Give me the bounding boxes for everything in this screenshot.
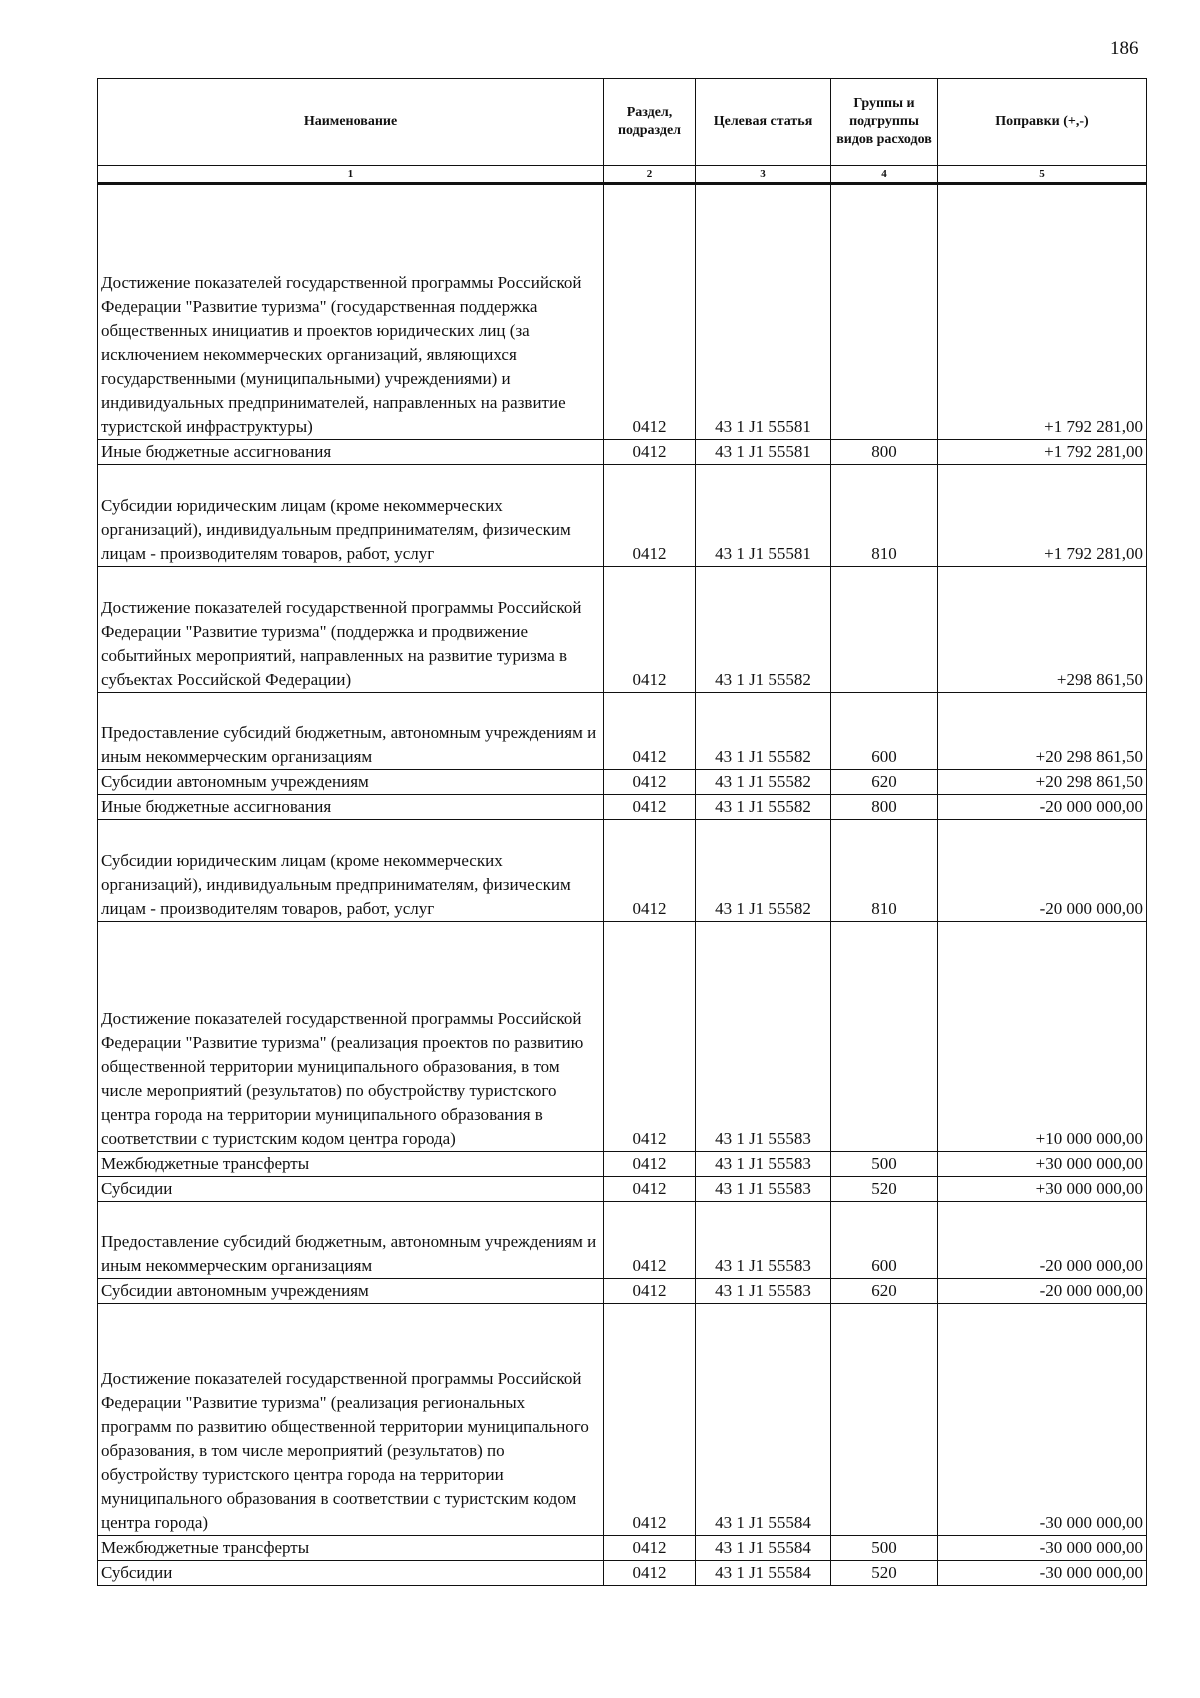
row-name: Достижение показателей государственной программы Российской Федерации "Развитие туризма" (реализация проектов по развитию общественной территории муниципального образования, в том числе мероприятий (результатов) по обустройству туристского центра города на территории муниципального образования в соответствии с туристским кодом центра города) bbox=[98, 922, 604, 1152]
row-name: Субсидии автономным учреждениям bbox=[98, 770, 604, 795]
row-target: 43 1 J1 55583 bbox=[696, 922, 831, 1152]
table-row bbox=[98, 440, 1147, 465]
header-amount: Поправки (+,-) bbox=[938, 79, 1147, 166]
page-number: 186 bbox=[1110, 38, 1139, 59]
table-row bbox=[98, 820, 1147, 922]
row-target: 43 1 J1 55584 bbox=[696, 1304, 831, 1536]
row-group bbox=[831, 567, 938, 693]
row-name: Предоставление субсидий бюджетным, автономным учреждениям и иным некоммерческим организациям bbox=[98, 1202, 604, 1279]
row-name: Иные бюджетные ассигнования bbox=[98, 440, 604, 465]
row-section: 0412 bbox=[604, 567, 696, 693]
row-group: 600 bbox=[831, 1202, 938, 1279]
row-target: 43 1 J1 55581 bbox=[696, 184, 831, 440]
row-section: 0412 bbox=[604, 465, 696, 567]
row-amount: -20 000 000,00 bbox=[938, 1279, 1147, 1304]
row-amount: +30 000 000,00 bbox=[938, 1177, 1147, 1202]
table-row bbox=[98, 1177, 1147, 1202]
table-row bbox=[98, 1152, 1147, 1177]
row-section: 0412 bbox=[604, 1177, 696, 1202]
column-number: 2 bbox=[604, 166, 696, 184]
row-amount: -20 000 000,00 bbox=[938, 820, 1147, 922]
column-number: 4 bbox=[831, 166, 938, 184]
row-name: Достижение показателей государственной программы Российской Федерации "Развитие туризма" (государственная поддержка общественных инициатив и проектов юридических лиц (за исключением некоммерческих организаций, являющихся государственными (муниципальными) учреждениями) и индивидуальных предпринимателей, направленных на развитие туристской инфраструктуры) bbox=[98, 184, 604, 440]
row-section: 0412 bbox=[604, 1152, 696, 1177]
row-amount: +20 298 861,50 bbox=[938, 770, 1147, 795]
row-target: 43 1 J1 55583 bbox=[696, 1152, 831, 1177]
row-section: 0412 bbox=[604, 1536, 696, 1561]
row-amount: +30 000 000,00 bbox=[938, 1152, 1147, 1177]
row-name: Субсидии юридическим лицам (кроме некоммерческих организаций), индивидуальным предпринимателям, физическим лицам - производителям товаров, работ, услуг bbox=[98, 820, 604, 922]
row-amount: -30 000 000,00 bbox=[938, 1561, 1147, 1586]
row-target: 43 1 J1 55581 bbox=[696, 440, 831, 465]
row-amount: +1 792 281,00 bbox=[938, 184, 1147, 440]
row-target: 43 1 J1 55582 bbox=[696, 795, 831, 820]
row-target: 43 1 J1 55582 bbox=[696, 770, 831, 795]
row-group: 810 bbox=[831, 465, 938, 567]
row-amount: +298 861,50 bbox=[938, 567, 1147, 693]
header-group: Группы и подгруппы видов расходов bbox=[831, 79, 938, 166]
budget-amendments-table bbox=[97, 78, 1147, 1586]
table-header-row bbox=[98, 79, 1147, 166]
row-name: Субсидии юридическим лицам (кроме некоммерческих организаций), индивидуальным предпринимателям, физическим лицам - производителям товаров, работ, услуг bbox=[98, 465, 604, 567]
row-group: 520 bbox=[831, 1177, 938, 1202]
row-amount: +10 000 000,00 bbox=[938, 922, 1147, 1152]
row-target: 43 1 J1 55582 bbox=[696, 693, 831, 770]
row-target: 43 1 J1 55583 bbox=[696, 1202, 831, 1279]
row-amount: -20 000 000,00 bbox=[938, 795, 1147, 820]
row-target: 43 1 J1 55584 bbox=[696, 1561, 831, 1586]
row-section: 0412 bbox=[604, 693, 696, 770]
table-row bbox=[98, 1536, 1147, 1561]
row-section: 0412 bbox=[604, 440, 696, 465]
header-name: Наименование bbox=[98, 79, 604, 166]
table-row bbox=[98, 184, 1147, 440]
row-target: 43 1 J1 55582 bbox=[696, 820, 831, 922]
row-group bbox=[831, 184, 938, 440]
row-group bbox=[831, 922, 938, 1152]
row-group: 800 bbox=[831, 440, 938, 465]
row-group: 500 bbox=[831, 1152, 938, 1177]
row-name: Субсидии bbox=[98, 1177, 604, 1202]
table-row bbox=[98, 770, 1147, 795]
row-name: Субсидии автономным учреждениям bbox=[98, 1279, 604, 1304]
row-group: 810 bbox=[831, 820, 938, 922]
row-group: 620 bbox=[831, 770, 938, 795]
table-row bbox=[98, 693, 1147, 770]
row-name: Достижение показателей государственной программы Российской Федерации "Развитие туризма" (поддержка и продвижение событийных мероприятий, направленных на развитие туризма в субъектах Российской Федерации) bbox=[98, 567, 604, 693]
row-group: 600 bbox=[831, 693, 938, 770]
row-group bbox=[831, 1304, 938, 1536]
row-section: 0412 bbox=[604, 820, 696, 922]
row-amount: +1 792 281,00 bbox=[938, 440, 1147, 465]
row-amount: +20 298 861,50 bbox=[938, 693, 1147, 770]
row-amount: -30 000 000,00 bbox=[938, 1304, 1147, 1536]
row-section: 0412 bbox=[604, 922, 696, 1152]
row-target: 43 1 J1 55582 bbox=[696, 567, 831, 693]
row-section: 0412 bbox=[604, 1304, 696, 1536]
row-group: 520 bbox=[831, 1561, 938, 1586]
row-amount: -20 000 000,00 bbox=[938, 1202, 1147, 1279]
header-section: Раздел, подраздел bbox=[604, 79, 696, 166]
table-row bbox=[98, 1279, 1147, 1304]
row-section: 0412 bbox=[604, 770, 696, 795]
row-group: 620 bbox=[831, 1279, 938, 1304]
row-amount: +1 792 281,00 bbox=[938, 465, 1147, 567]
row-target: 43 1 J1 55584 bbox=[696, 1536, 831, 1561]
row-name: Межбюджетные трансферты bbox=[98, 1152, 604, 1177]
row-name: Иные бюджетные ассигнования bbox=[98, 795, 604, 820]
row-name: Предоставление субсидий бюджетным, автономным учреждениям и иным некоммерческим организациям bbox=[98, 693, 604, 770]
row-name: Достижение показателей государственной программы Российской Федерации "Развитие туризма" (реализация региональных программ по развитию общественной территории муниципального образования, в том числе мероприятий (результатов) по обустройству туристского центра города на территории муниципального образования в соответствии с туристским кодом центра города) bbox=[98, 1304, 604, 1536]
column-number: 1 bbox=[98, 166, 604, 184]
column-number-row bbox=[98, 166, 1147, 184]
row-section: 0412 bbox=[604, 184, 696, 440]
row-target: 43 1 J1 55583 bbox=[696, 1177, 831, 1202]
row-section: 0412 bbox=[604, 795, 696, 820]
table-row bbox=[98, 922, 1147, 1152]
table-row bbox=[98, 567, 1147, 693]
column-number: 3 bbox=[696, 166, 831, 184]
column-number: 5 bbox=[938, 166, 1147, 184]
row-target: 43 1 J1 55581 bbox=[696, 465, 831, 567]
row-name: Субсидии bbox=[98, 1561, 604, 1586]
table-row bbox=[98, 795, 1147, 820]
row-group: 800 bbox=[831, 795, 938, 820]
header-target: Целевая статья bbox=[696, 79, 831, 166]
table-row bbox=[98, 465, 1147, 567]
row-amount: -30 000 000,00 bbox=[938, 1536, 1147, 1561]
table-row bbox=[98, 1304, 1147, 1536]
row-section: 0412 bbox=[604, 1202, 696, 1279]
row-section: 0412 bbox=[604, 1279, 696, 1304]
table-row bbox=[98, 1561, 1147, 1586]
row-group: 500 bbox=[831, 1536, 938, 1561]
row-name: Межбюджетные трансферты bbox=[98, 1536, 604, 1561]
row-target: 43 1 J1 55583 bbox=[696, 1279, 831, 1304]
table-row bbox=[98, 1202, 1147, 1279]
row-section: 0412 bbox=[604, 1561, 696, 1586]
